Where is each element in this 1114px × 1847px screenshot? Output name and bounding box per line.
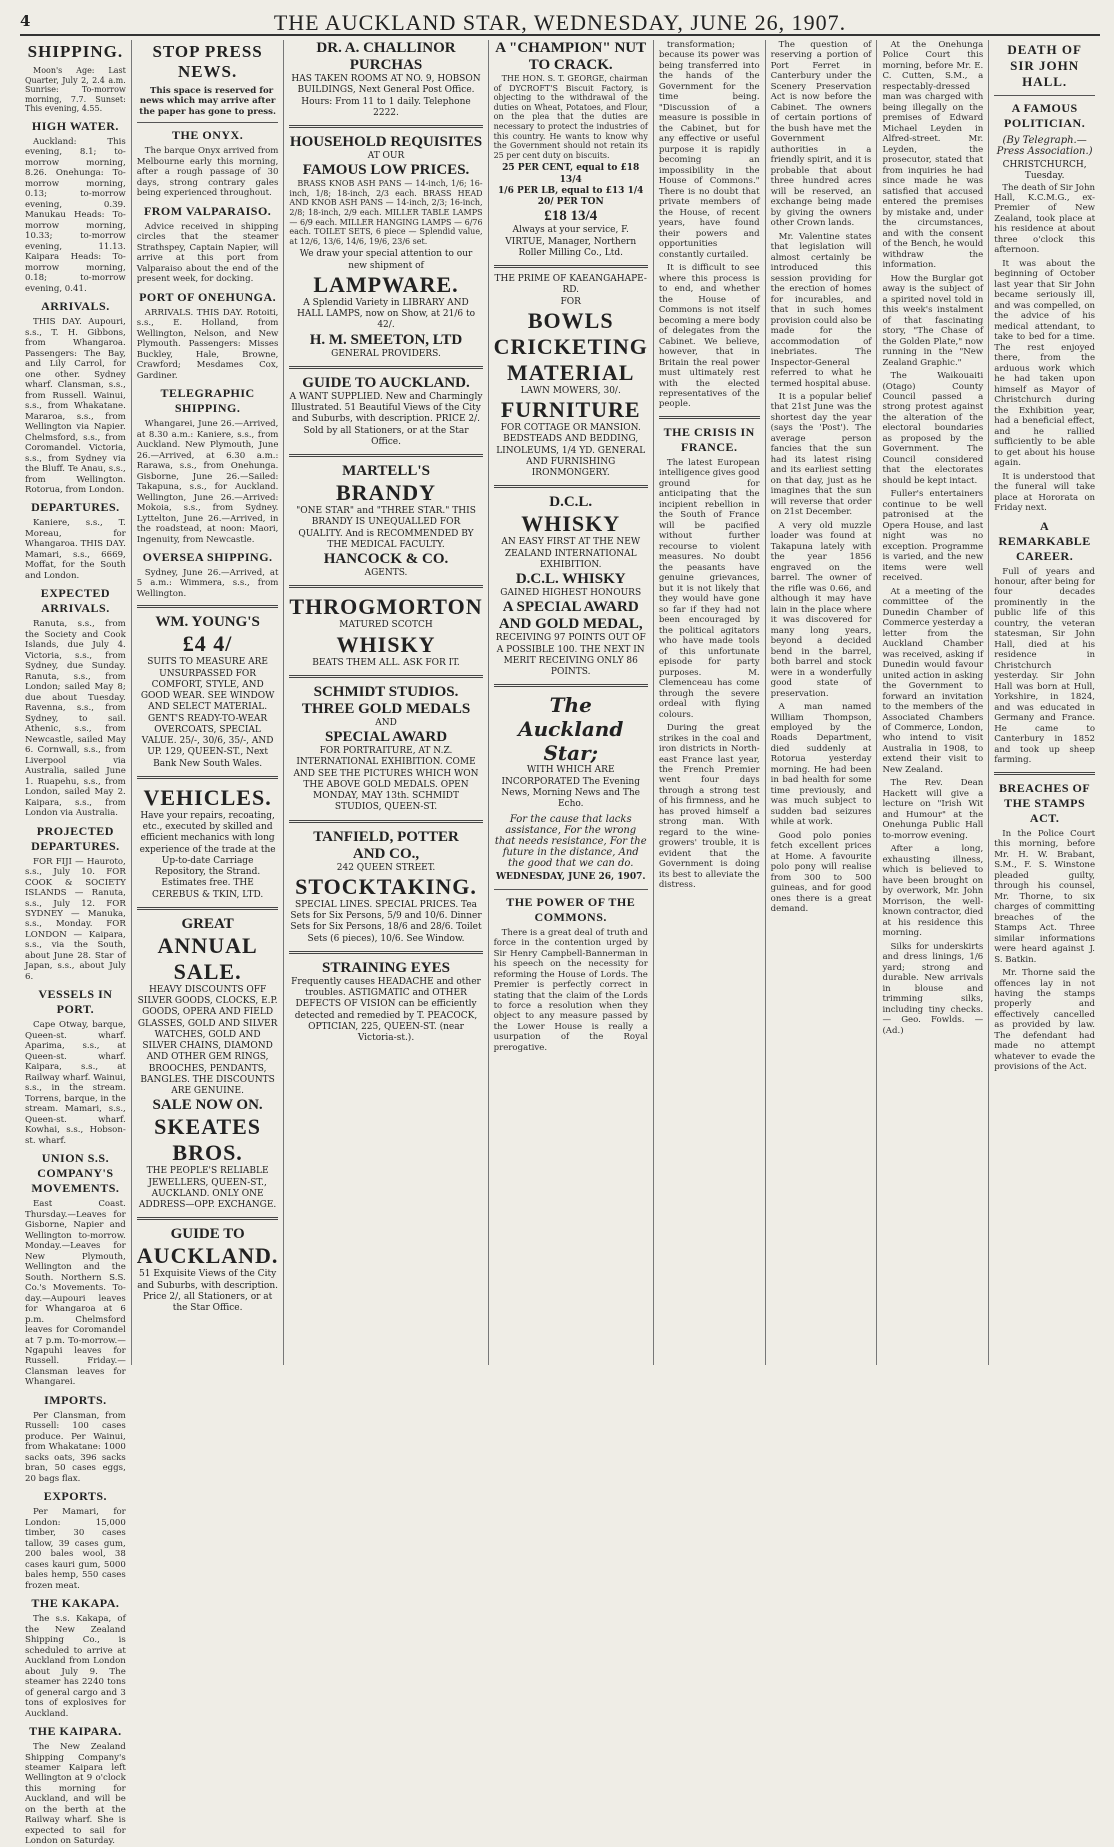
dcl-ad-whisky: WHISKY (521, 511, 621, 537)
moon-info: Moon's Age: Last Quarter, July 2, 2.4 a.m. Sunrise: To-morrow morning, 7.7. Sunset: This evening, 4.55. (25, 66, 126, 114)
news-item-4: A very old muzzle loader was found at Takapuna lately with the year 1856 engraved on the barrel. The owner of the rifle was 0.66, and although it may have lain in the place where it was discovered for many long years, beyond a decided bend in the barrel, both barrel and stock were in a wonderfully good state of preservation. (770, 520, 872, 699)
dcl-ad-honours: GAINED HIGHEST HONOURS (500, 588, 642, 599)
throgmorton-ad-tag: BEATS THEM ALL. ASK FOR IT. (312, 657, 460, 668)
divider (137, 907, 279, 910)
death-subheading: A FAMOUS POLITICIAN. (1004, 101, 1086, 130)
stop-press-notice: This space is reserved for news which may arrive after the paper has gone to press. (139, 86, 276, 117)
guide-ad-title-2: AUCKLAND. (136, 1243, 279, 1269)
cricketing-ad-title: CRICKETING (493, 333, 648, 359)
household-ad-title: HOUSEHOLD REQUISITES (289, 134, 483, 150)
column-editorial (489, 40, 654, 1365)
divider (137, 1217, 279, 1220)
furniture-ad-title: FURNITURE (500, 397, 641, 423)
career-text: Full of years and honour, after being for four decades prominently in the public life of this country, the veteran statesman, Sir John Hall, died at his residence in Christchurch yesterday. Sir John Hall was born at Hull, Yorkshire, in 1824, and was educated in Germany and France. He came to Canterbury in 1852 and took up sheep farming. (994, 566, 1096, 766)
breaches-text: In the Police Court this morning, before Mr. H. W. Brabant, S.M., F. S. Winstone pleaded guilty, through his counsel, Mr. Thorne, to six charges of committing breaches of the Stamps Act. Three similar informations were heard against J. S. Batkin. (994, 828, 1096, 965)
schmidt-ad-award: SPECIAL AWARD (324, 729, 448, 746)
news-item-10: Fuller's entertainers continue to be well patronised at the Opera House, and last night was no exception. Programme is varied, and the new items were well received. (882, 489, 984, 584)
tanfield-ad-co: AND CO., (352, 845, 420, 862)
champion-price-4: £18 13/4 (544, 208, 598, 225)
news-item-2: Mr. Valentine states that legislation will almost certainly be introduced this session providing for the erection of homes for incurables, and that in such homes provision could also be made for the accommodation of inebriates. The Inspector-General referred to what he termed hospital abuse. (770, 231, 872, 389)
column-sir-john-hall (989, 40, 1100, 1365)
keenagha-ad-title: THE PRIME OF KAEANGAHAPE-RD. (494, 274, 647, 296)
throgmorton-ad-scotch: MATURED SCOTCH (339, 620, 433, 631)
crisis-text-2: During the great strikes in the coal and iron districts in North-east France last year, the French Premier went four days through a strong test of his firmness, and he has proved himself a strong man. With regard to the wine-growers' trouble, it is evident that the Government is doing its best to alleviate the distress. (658, 723, 760, 891)
news-item-14: Silks for underskirts and dress linings, 1/6 yard; strong and durable. New arrivals in blouse and trimming silks, including tiny checks. — Geo. Fowlds. — (Ad.) (882, 941, 984, 1036)
divider (289, 585, 482, 588)
news-item-6: Good polo ponies fetch excellent prices at Home. A favourite polo pony will realise from 300 to 500 guineas, and for good ones there is a great demand. (770, 830, 872, 915)
arrivals-text: THIS DAY. Aupouri, s.s., T. H. Gibbons, from Whangaroa. Passengers: The Bay, and Lily Carrol, for one other. Sydney wharf. Clansman, s.s., from Russell. Wainui, s.s., from Whakatane. Mararoa, s.s., from Wellington via Napier. Chelmsford, s.s., from Coromandel. Victoria, s.s., from Sydney via the Bluff. Te Anau, s.s., from Wellington. Rotorua, from London. (25, 317, 126, 495)
household-ad-prices: FAMOUS LOW PRICES. (302, 162, 470, 179)
paper-motto: For the cause that lacks assistance, For the wrong that needs resistance, For the future in the distance, And the good that we can do. (494, 814, 647, 870)
young-ad-text: SUITS TO MEASURE ARE UNSURPASSED FOR COMFORT, STYLE, AND GOOD WEAR. SEE WINDOW AND SELECT MATERIAL. GENT'S READY-TO-WEAR OVERCOATS, SPECIAL VALUE. 25/-, 30/6, 35/-, AND UP. 129, QUEEN-ST., Next Bank New South Wales. (140, 657, 275, 769)
leader-text-2: It is difficult to see where this process is to end, and whether the House of Commons is not itself becoming a mere body of delegates from the Cabinet. We believe, however, that in Britain the real power must ultimately rest with the elected representatives of the people. (658, 263, 760, 410)
column-stop-press (132, 40, 285, 1365)
death-byline: (By Telegraph.—Press Association.) (996, 135, 1093, 157)
guide-ad-text: 51 Exquisite Views of the City and Suburbs, with description. Price 2/, all Stationers, or at the Star Office. (137, 1269, 279, 1314)
schmidt-ad-text: FOR PORTRAITURE, AT N.Z. INTERNATIONAL EXHIBITION. COME AND SEE THE PICTURES WHICH WON THE ABOVE GOLD MEDALS. OPEN MONDAY, MAY 13th. SCHMIDT STUDIOS, QUEEN-ST. (293, 746, 479, 813)
divider (289, 366, 482, 369)
throgmorton-ad-whisky: WHISKY (336, 631, 436, 657)
kakapa-text: The s.s. Kakapa, of the New Zealand Shipping Co., is scheduled to arrive at Auckland from London about July 9. The steamer has 2240 tons of general cargo and 3 tons of explosives for Auckland. (25, 1614, 126, 1719)
expected-text: Ranuta, s.s., from the Society and Cook Islands, due July 4. Victoria, s.s., from Sydney, due Sunday. Ranuta, s.s., from London; sailed May 8; due about Tuesday. Ravenna, s.s., from Sydney, to sail. Athenic, s.s., from Newcastle, sailed May 6. Cornwall, s.s., from Liverpool via Australia, sailed June 1. Ruapehu, s.s., from London, sailed May 2. Kaipara, s.s., from London via Australia. (25, 619, 126, 819)
onehunga-heading: PORT OF ONEHUNGA. (139, 289, 277, 304)
expected-heading: EXPECTED ARRIVALS. (40, 586, 111, 616)
departures-heading: DEPARTURES. (31, 500, 120, 515)
lawn-mowers: LAWN MOWERS, 30/. (520, 385, 621, 396)
schmidt-ad-name: SCHMIDT STUDIOS. (313, 683, 459, 700)
news-item-9: The Waikouaiti (Otago) County Council passed a strong protest against the alteration of the electoral boundaries as proposed by the Government. The Council considered that the electorates should be kept intact. (882, 371, 984, 486)
shipping-heading: SHIPPING. (27, 42, 124, 61)
projected-heading: PROJECTED DEPARTURES. (31, 823, 120, 853)
paper-incorporated: WITH WHICH ARE INCORPORATED The Evening News, Morning News and The Echo. (501, 765, 640, 810)
skeates-ad-name: SKEATES BROS. (154, 1114, 262, 1166)
union-text: East Coast. Thursday.—Leaves for Gisborne, Napier and Wellington to-morrow. Monday.—Leaves for New Plymouth, Wellington and the South. Northern S.S. Co.'s Movements. To-day.—Aupouri leaves for Whangaroa at 6 p.m. Chelmsford leaves for Coromandel at 7 p.m. To-morrow.—Ngapuhi leaves for Russell. Friday.—Clansman leaves for Whangarei. (25, 1199, 126, 1388)
divider (494, 485, 648, 488)
high-water-text: Auckland: This evening, 8.1; to-morrow morning, 8.26. Onehunga: To-morrow morning, 0.13; to-morrow evening, 0.39. Manukau Heads: To-morrow morning, 10.33; to-morrow evening, 11.13. Kaipara Heads: To-morrow morning, 0.18; to-morrow evening, 0.41. (25, 136, 126, 294)
schmidt-ad-medals: THREE GOLD MEDALS (301, 700, 471, 717)
sale-ad-title: ANNUAL SALE. (157, 932, 258, 984)
household-ad-at-our: AT OUR (367, 151, 405, 161)
smeeton-ad-name: H. M. SMEETON, LTD (309, 331, 463, 348)
young-ad-name: WM. YOUNG'S (155, 614, 260, 631)
page-number: 4 (20, 12, 31, 30)
newspaper-title: THE AUCKLAND STAR, WEDNESDAY, JUNE 26, 1907. (273, 10, 847, 35)
career-heading: A REMARKABLE CAREER. (998, 518, 1091, 563)
furniture-ad-text: FOR COTTAGE OR MANSION. BEDSTEADS AND BEDDING, LINOLEUMS, 1/4 YD. GENERAL AND FURNISHING IRONMONGERY. (496, 423, 646, 479)
purchas-ad-text: HAS TAKEN ROOMS AT NO. 9, HOBSON BUILDINGS, Next General Post Office. Hours: From 11 to 1 daily. Telephone 2222. (291, 74, 481, 118)
port-text: Cape Otway, barque, Queen-st. wharf. Aparima, s.s., at Queen-st. wharf. Kaipara, s.s., at Railway wharf. Wainui, s.s., in the stream. Torrens, barque, in the stream. Mamari, s.s., Queen-st. wharf. Kowhai, s.s., Hobson-st. wharf. (25, 1020, 126, 1146)
martell-ad-text: "ONE STAR" and "THREE STAR." THIS BRANDY IS UNEQUALLED FOR QUALITY. And is RECOMMENDED BY THE MEDICAL FACULTY. (296, 506, 476, 550)
dcl-ad-first: AN EASY FIRST AT THE NEW ZEALAND INTERNATIONAL EXHIBITION. (501, 537, 641, 570)
lampware-ad-text: A Splendid Variety in LIBRARY AND HALL LAMPS, now on Show, at 21/6 to 42/. (296, 297, 476, 331)
throgmorton-ad-name: THROGMORTON (289, 594, 483, 620)
champion-signoff: Always at your service, F. VIRTUE, Manager, Northern Roller Milling Co., Ltd. (505, 225, 637, 258)
kaipara-heading: THE KAIPARA. (29, 1724, 122, 1739)
news-item-8: How the Burglar got away is the subject of a spirited novel told in this week's instalment of that fascinating story, "The Chase of the Golden Plate," now running in the "New Zealand Graphic." (882, 273, 984, 368)
arrivals-heading: ARRIVALS. (41, 299, 110, 314)
breaches-text-2: Mr. Thorne said the offences lay in not having the stamps properly and effectively cancelled as provided by law. The defendant had made no attempt whatever to evade the provisions of the Act. (994, 968, 1096, 1073)
divider (659, 416, 760, 419)
sale-ad-text: HEAVY DISCOUNTS OFF SILVER GOODS, CLOCKS, E.P. GOODS, OPERA AND FIELD GLASSES, GOLD AND SILVER WATCHES, GOLD AND SILVER CHAINS, DIAMOND AND OTHER GEM RINGS, BROOCHES, PENDANTS, BANGLES. THE DISCOUNTS ARE GENUINE. (137, 984, 278, 1097)
divider (994, 95, 1095, 96)
death-heading: DEATH OF SIR JOHN HALL. (1007, 42, 1082, 89)
divider (137, 605, 279, 608)
hancock-ad-name: HANCOCK & CO. (323, 551, 449, 568)
dcl-ad-points: RECEIVING 97 POINTS OUT OF A POSSIBLE 100. THE NEXT IN MERIT RECEIVING ONLY 86 POINTS. (495, 633, 646, 678)
news-item-3: It is a popular belief that 21st June was the shortest day the year (says the 'Post'). The average person fancies that the sun had its latest rising and its earliest setting on that day, just as he imagines that the sun will reverse that order on 21st December. (770, 391, 872, 518)
crisis-heading: THE CRISIS IN FRANCE. (663, 424, 755, 454)
dcl-ad-medal: AND GOLD MEDAL, (498, 616, 643, 633)
overseas-heading: OVERSEA SHIPPING. (142, 549, 273, 564)
overseas-text: Sydney, June 26.—Arrived, at 5 a.m.: Wimmera, s.s., from Wellington. (136, 567, 279, 599)
departures-text: Kaniere, s.s., T. Moreau, for Whangaroa. THIS DAY. Mamari, s.s., 6669, Moffat, for the South and London. (25, 518, 126, 581)
divider (289, 820, 482, 823)
divider (289, 675, 482, 678)
column-news-2 (877, 40, 989, 1365)
vehicles-ad-title: VEHICLES. (143, 784, 272, 810)
champion-price-1: 25 PER CENT, equal to £18 13/4 (502, 163, 640, 185)
telegraphic-text: Whangarei, June 26.—Arrived, at 8.30 a.m.: Kaniere, s.s., from Auckland. New Plymouth, June 26.—Arrived, at 6.30 a.m.: Rarawa, s.s., from Onehunga. Gisborne, June 26.—Sailed: Takapuna, s.s., for Auckland. Wellington, June 26.—Arrived: Mokoia, s.s., from Sydney. Lyttelton, June 26.—Arrived, in the roadstead, at noon: Maori, Ingenuity, from Newcastle. (136, 419, 279, 545)
column-news-1 (766, 40, 878, 1365)
valparaiso-heading: FROM VALPARAISO. (143, 203, 272, 218)
news-item-1: The question of reserving a portion of Port Ferret in Canterbury under the Scenery Preservation Act is now before the Cabinet. The owners of certain portions of the bush have met the Government authorities in a friendly spirit, and it is probable that about three hundred acres will be reserved, an exchange being made by giving the owners other Crown lands. (770, 40, 872, 229)
union-heading: UNION S.S. COMPANY'S MOVEMENTS. (31, 1151, 120, 1196)
divider (494, 889, 648, 890)
lampware-ad-title: LAMPWARE. (313, 271, 459, 297)
leader-text-1: transformation; because its power was being transferred into the hands of the Government for the time being. "Discussion of a measure is possible in the Cabinet, but for any effective or useful purpose it is rapidly becoming an impossibility in the House of Commons." There is no doubt that private members of the House, of recent years, have found their powers and opportunities constantly curtailed. (658, 40, 760, 260)
household-ad-note: We draw your special attention to our new shipment of (299, 249, 473, 271)
projected-text: FOR FIJI — Hauroto, s.s., July 10. FOR COOK & SOCIETY ISLANDS — Ranuta, s.s., July 12. FOR SYDNEY — Manuka, s.s., Monday. FOR LONDON — Kaipara, s.s., via the South, about June 28. Star of Japan, s.s., about July 6. (25, 856, 126, 982)
imports-heading: IMPORTS. (44, 1392, 107, 1407)
dcl-ad-award: A SPECIAL AWARD (502, 599, 639, 616)
dcl-ad-name-2: D.C.L. WHISKY (515, 571, 626, 588)
divider (137, 122, 279, 123)
martell-ad-brandy: BRANDY (335, 480, 437, 506)
tanfield-ad-stocktaking: STOCKTAKING. (295, 873, 477, 899)
death-dateline: CHRISTCHURCH, Tuesday. (1002, 160, 1087, 182)
death-text-1: The death of Sir John Hall, K.C.M.G., ex-Premier of New Zealand, took place at his residence at about three o'clock this afternoon. (994, 182, 1096, 256)
news-item-12: The Rev. Dean Hackett will give a lecture on "Irish Wit and Humour" at the Onehunga Public Hall to-morrow evening. (882, 778, 984, 841)
exports-heading: EXPORTS. (43, 1489, 108, 1504)
tanfield-ad-text: SPECIAL LINES. SPECIAL PRICES. Tea Sets for Six Persons, 5/9 and 10/6. Dinner Sets for Six Persons, 18/6 and 28/6. Toilet Sets (6 pieces), 10/6. See Window. (290, 899, 482, 944)
material-ad-title: MATERIAL (507, 359, 635, 385)
breaches-heading: BREACHES OF THE STAMPS ACT. (999, 780, 1091, 825)
column-leaders (654, 40, 766, 1365)
paper-nameplate: The Auckland Star; (518, 693, 624, 766)
port-heading: VESSELS IN PORT. (38, 987, 113, 1017)
kaipara-text: The New Zealand Shipping Company's steamer Kaipara left Wellington at 9 o'clock this morning for Auckland, and will be on the berth at the Railway wharf. She is expected to sail for London on Saturday. (25, 1742, 126, 1847)
skeates-ad-text: THE PEOPLE'S RELIABLE JEWELLERS, QUEEN-ST., AUCKLAND. ONLY ONE ADDRESS—OPP. EXCHANGE. (138, 1166, 277, 1211)
column-shipping (20, 40, 132, 1847)
crisis-text: The latest European intelligence gives good ground for anticipating that the incipient rebellion in the South of France will be pacified without further recourse to violent measures. No doubt the peasants have genuine grievances, but it is not likely that they would have gone so far if they had not been encouraged by the political agitators who have made tools of this unfortunate episode for party purposes. M. Clemenceau has come through the severe ordeal with flying colours. (658, 457, 760, 720)
vehicles-ad-text: Have your repairs, recoating, etc., executed by skilled and efficient mechanics with long experience of the trade at the Up-to-date Carriage Repository, the Strand. Estimates free. THE CEREBUS & TKIN, LTD. (139, 810, 276, 900)
guide-ad-title: GUIDE TO (170, 1226, 245, 1243)
champion-price-2: 1/6 PER LB, equal to £13 1/4 (498, 185, 644, 196)
tanfield-ad-address: 242 QUEEN STREET. (336, 862, 436, 873)
sale-ad-now-on: SALE NOW ON. (152, 1097, 263, 1114)
schmidt-ad-and: AND (375, 717, 397, 728)
smeeton-ad-sub: GENERAL PROVIDERS. (331, 348, 441, 359)
news-item-7: At the Onehunga Police Court this morning, before Mr. E. C. Cutten, S.M., a respectably-dressed man was charged with being illegally on the premises of Edward Michael Leyden in Alfred-street. Mr. Leyden, the prosecutor, stated that from inquiries he had since made he was satisfied that accused entered the premises by mistake and, under the circumstances, and with the consent of the Bench, he would withdraw the information. (882, 40, 984, 271)
divider (494, 684, 648, 687)
divider (137, 776, 279, 779)
news-item-5: A man named William Thompson, employed by the Roads Department, died suddenly at Rotorua yesterday morning. He had been in bad health for some time previously, and was much subject to sudden bad seizures while at work. (770, 702, 872, 828)
onehunga-text: ARRIVALS. THIS DAY. Rotoiti, s.s., E. Holland, from Wellington, Nelson, and New Plymouth. Passengers: Misses Buckley, Hale, Browne, Crawford; Mesdames Cox, Gardiner. (136, 307, 279, 381)
exports-text: Per Mamari, for London: 15,000 timber, 30 cases tallow, 39 cases gum, 200 bales wool, 38 cases kauri gum, 5000 bales hemp, 550 cases frozen meat. (25, 1507, 126, 1591)
page-columns (20, 40, 1100, 1847)
champion-text: THE HON. S. T. GEORGE, chairman of DYCROFT'S Biscuit Factory, is objecting to the withdrawal of the duties on Wheat, Potatoes, and Flour, on the plea that the duties are necessary to protect the industries of this country. He wants to know why the Government should not retain its 25 per cent duty on biscuits. (493, 74, 648, 160)
young-ad-price: £4 4/ (182, 631, 233, 657)
power-heading: THE POWER OF THE COMMONS. (506, 894, 636, 924)
hancock-ad-agents: AGENTS. (364, 568, 408, 579)
tanfield-ad-name: TANFIELD, POTTER (313, 828, 459, 845)
purchas-ad-name: DR. A. CHALLINOR PURCHAS (316, 40, 456, 73)
high-water-heading: HIGH WATER. (31, 118, 119, 133)
kakapa-heading: THE KAKAPA. (31, 1596, 120, 1611)
divider (289, 951, 482, 954)
divider (289, 125, 482, 128)
champion-headline: A "CHAMPION" NUT (495, 40, 647, 56)
champion-headline-2: TO CRACK. (528, 57, 613, 73)
power-text: There is a great deal of truth and force in the contention urged by Sir Henry Campbell-Bannerman in his speech on the necessity for reforming the House of Lords. The Premier is perfectly correct in stating that the claim of the Lords to force a resolution when they object to any measure passed by the Lower House is really a usurpation of the Royal prerogative. (493, 927, 648, 1053)
eyes-ad-title: STRAINING EYES (322, 959, 450, 976)
bowls-ad-title: BOWLS (527, 307, 614, 333)
divider (994, 772, 1095, 775)
valparaiso-text: Advice received in shipping circles that the steamer Strathspey, Captain Napier, will arrive at this port from Valparaiso about the end of the present week, for docking. (136, 221, 279, 285)
telegraphic-heading: TELEGRAPHIC SHIPPING. (160, 386, 255, 416)
dcl-ad-name: D.C.L. (549, 494, 593, 511)
news-item-11: At a meeting of the committee of the Dunedin Chamber of Commerce yesterday a letter from the Auckland Chamber was received, asking if Dunedin would favour united action in asking the Government to forward an invitation to the members of the Associated Chambers of Commerce, London, who intend to visit Australia in 1908, to extend their visit to New Zealand. (882, 586, 984, 775)
onyx-heading: THE ONYX. (172, 128, 244, 143)
news-item-13: After a long, exhausting illness, which is believed to have been brought on by overwork, Mr. John Morrison, the well-known contractor, died at his residence this morning. (882, 844, 984, 939)
paper-dateline: WEDNESDAY, JUNE 26, 1907. (495, 872, 646, 883)
stop-press-heading: STOP PRESS NEWS. (152, 42, 263, 81)
divider (289, 454, 482, 457)
column-ads (284, 40, 488, 1365)
death-text-3: It is understood that the funeral will take place at Hororata on Friday next. (994, 471, 1096, 514)
champion-price-3: 20/ PER TON (537, 197, 604, 208)
onyx-text: The barque Onyx arrived from Melbourne early this morning, after a rough passage of 30 days, strong contrary gales being experienced throughout. (136, 146, 279, 199)
keenagha-ad-for: FOR (560, 296, 581, 307)
guide-ad-text: A WANT SUPPLIED. New and Charmingly Illustrated. 51 Beautiful Views of the City and Suburbs, with description. PRICE 2/. Sold by all Stationers, or at the Star Office. (289, 391, 483, 447)
sale-ad-great: GREAT (181, 915, 234, 932)
eyes-ad-text: Frequently causes HEADACHE and other troubles. ASTIGMATIC and OTHER DEFECTS OF VISION can be efficiently detected and remedied by T. PEACOCK, OPTICIAN, 225, QUEEN-ST. (near Victoria-st.). (291, 976, 481, 1044)
household-ad-items: BRASS KNOB ASH PANS — 14-inch, 1/6; 16-inch, 1/8; 18-inch, 2/3 each. BRASS HEAD AND KNOB ASH PANS — 14-inch, 2/3; 16-inch, 2/8; 18-inch, 2/9 each. MILLER TABLE LAMPS — 6/9 each. MILLER HANGING LAMPS — 6/76 each. TOILET SETS, 6 piece — Splendid value, at 12/6, 13/6, 14/6, 19/6, 23/6 set. (289, 179, 483, 246)
martell-ad-name: MARTELL'S (342, 463, 430, 480)
death-text-2: It was about the beginning of October last year that Sir John became seriously ill, and was compelled, on the advice of his medical attendant, to take to bed for a time. The rest enjoyed there, from the arduous work which he had taken upon himself as Mayor of Christchurch during the Exhibition year, had a beneficial effect, and he rallied sufficiently to be able to get about his house again. (994, 258, 1096, 469)
divider (494, 265, 648, 268)
imports-text: Per Clansman, from Russell: 100 cases produce. Per Wainui, from Whakatane: 1000 sacks oats, 396 sacks bran, 50 cases eggs, 20 bags flax. (25, 1410, 126, 1484)
masthead (20, 8, 1100, 36)
guide-ad-title: GUIDE TO AUCKLAND. (302, 374, 470, 391)
